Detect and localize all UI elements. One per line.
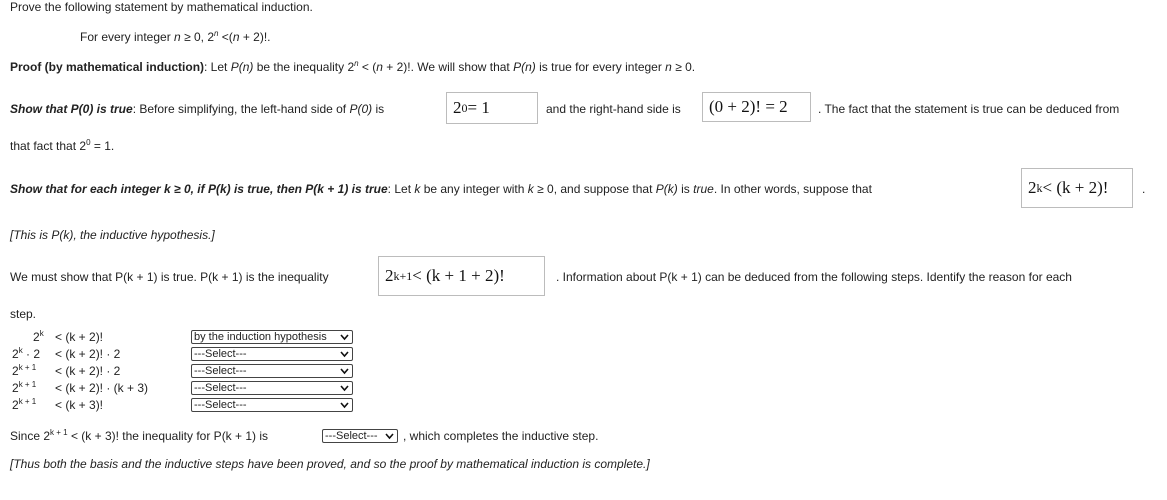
chevron-down-icon xyxy=(385,432,394,440)
step-4-reason-select[interactable]: ---Select--- xyxy=(191,381,353,395)
chevron-down-icon xyxy=(340,350,349,358)
basis-lhs-answer-box[interactable]: 2 0 = 1 xyxy=(446,92,538,124)
must-show-text-2: . Information about P(k + 1) can be deduced from the following steps. Identify the reason for each xyxy=(556,270,1072,284)
chevron-down-icon xyxy=(340,367,349,375)
hypothesis-note: [This is P(k), the inductive hypothesis.] xyxy=(10,228,215,242)
basis-text: Show that P(0) is true: Before simplifying, the left-hand side of P(0) is xyxy=(10,102,385,116)
must-show-text: We must show that P(k + 1) is true. P(k + 1) is the inequality xyxy=(10,270,329,284)
step-3-lhs: $2^{k + 1}$ xyxy=(12,363,37,378)
inductive-hypothesis-answer-box[interactable]: 2 k < (k + 2)! xyxy=(1021,168,1133,208)
step-4-rhs: < (k + 2)! · (k + 3) xyxy=(55,381,149,395)
step-2-lhs: $2^k \cdot 2$ xyxy=(12,346,41,361)
basis-continuation: that fact that $2^0 = 1$. xyxy=(10,138,115,153)
basis-text-2: and the right-hand side is xyxy=(546,102,681,116)
inductive-period: . xyxy=(1142,182,1146,196)
conclusion-text-2: , which completes the inductive step. xyxy=(403,429,599,443)
proof-intro: Proof (by mathematical induction): Let P(n) be the inequality $2^n < (n + 2)$!. We will show that P(n) is true for every integer n ≥ 0. xyxy=(10,59,696,74)
step-2-rhs: < (k + 2)! · 2 xyxy=(55,347,121,361)
chevron-down-icon xyxy=(340,333,349,341)
step-3-reason-select[interactable]: ---Select--- xyxy=(191,364,353,378)
step-1-rhs: < (k + 2)! xyxy=(55,330,104,344)
step-3-rhs: < (k + 2)! · 2 xyxy=(55,364,121,378)
step-4-lhs: $2^{k + 1}$ xyxy=(12,380,37,395)
statement: For every integer n ≥ 0, $2^n <(n + 2)$!. xyxy=(80,29,271,44)
basis-text-3: . The fact that the statement is true can be deduced from xyxy=(818,102,1120,116)
inductive-step-text: Show that for each integer k ≥ 0, if P(k) is true, then P(k + 1) is true: Let k be any integer with k ≥ 0, and suppose that P(k) is true. In other words, suppose that xyxy=(10,182,872,196)
step-5-rhs: < (k + 3)! xyxy=(55,398,104,412)
prompt-text: Prove the following statement by mathematical induction. xyxy=(10,0,313,14)
step-label: step. xyxy=(10,307,37,321)
final-note: [Thus both the basis and the inductive steps have been proved, and so the proof by mathematical induction is complete.] xyxy=(10,457,650,471)
conclusion-text: Since $2^{k + 1} < (k + 3)$! the inequality for P(k + 1) is xyxy=(10,428,269,443)
conclusion-select[interactable]: ---Select--- xyxy=(322,429,398,443)
step-2-reason-select[interactable]: ---Select--- xyxy=(191,347,353,361)
step-5-lhs: $2^{k + 1}$ xyxy=(12,397,37,412)
chevron-down-icon xyxy=(340,384,349,392)
basis-rhs-answer-box[interactable]: (0 + 2)! = 2 xyxy=(702,92,811,122)
step-1-lhs: 2$^k$ xyxy=(33,329,44,344)
step-1-reason-select[interactable]: by the induction hypothesis xyxy=(191,330,353,344)
chevron-down-icon xyxy=(340,401,349,409)
step-5-reason-select[interactable]: ---Select--- xyxy=(191,398,353,412)
pk1-answer-box[interactable]: 2 k+1 < (k + 1 + 2)! xyxy=(378,256,545,296)
